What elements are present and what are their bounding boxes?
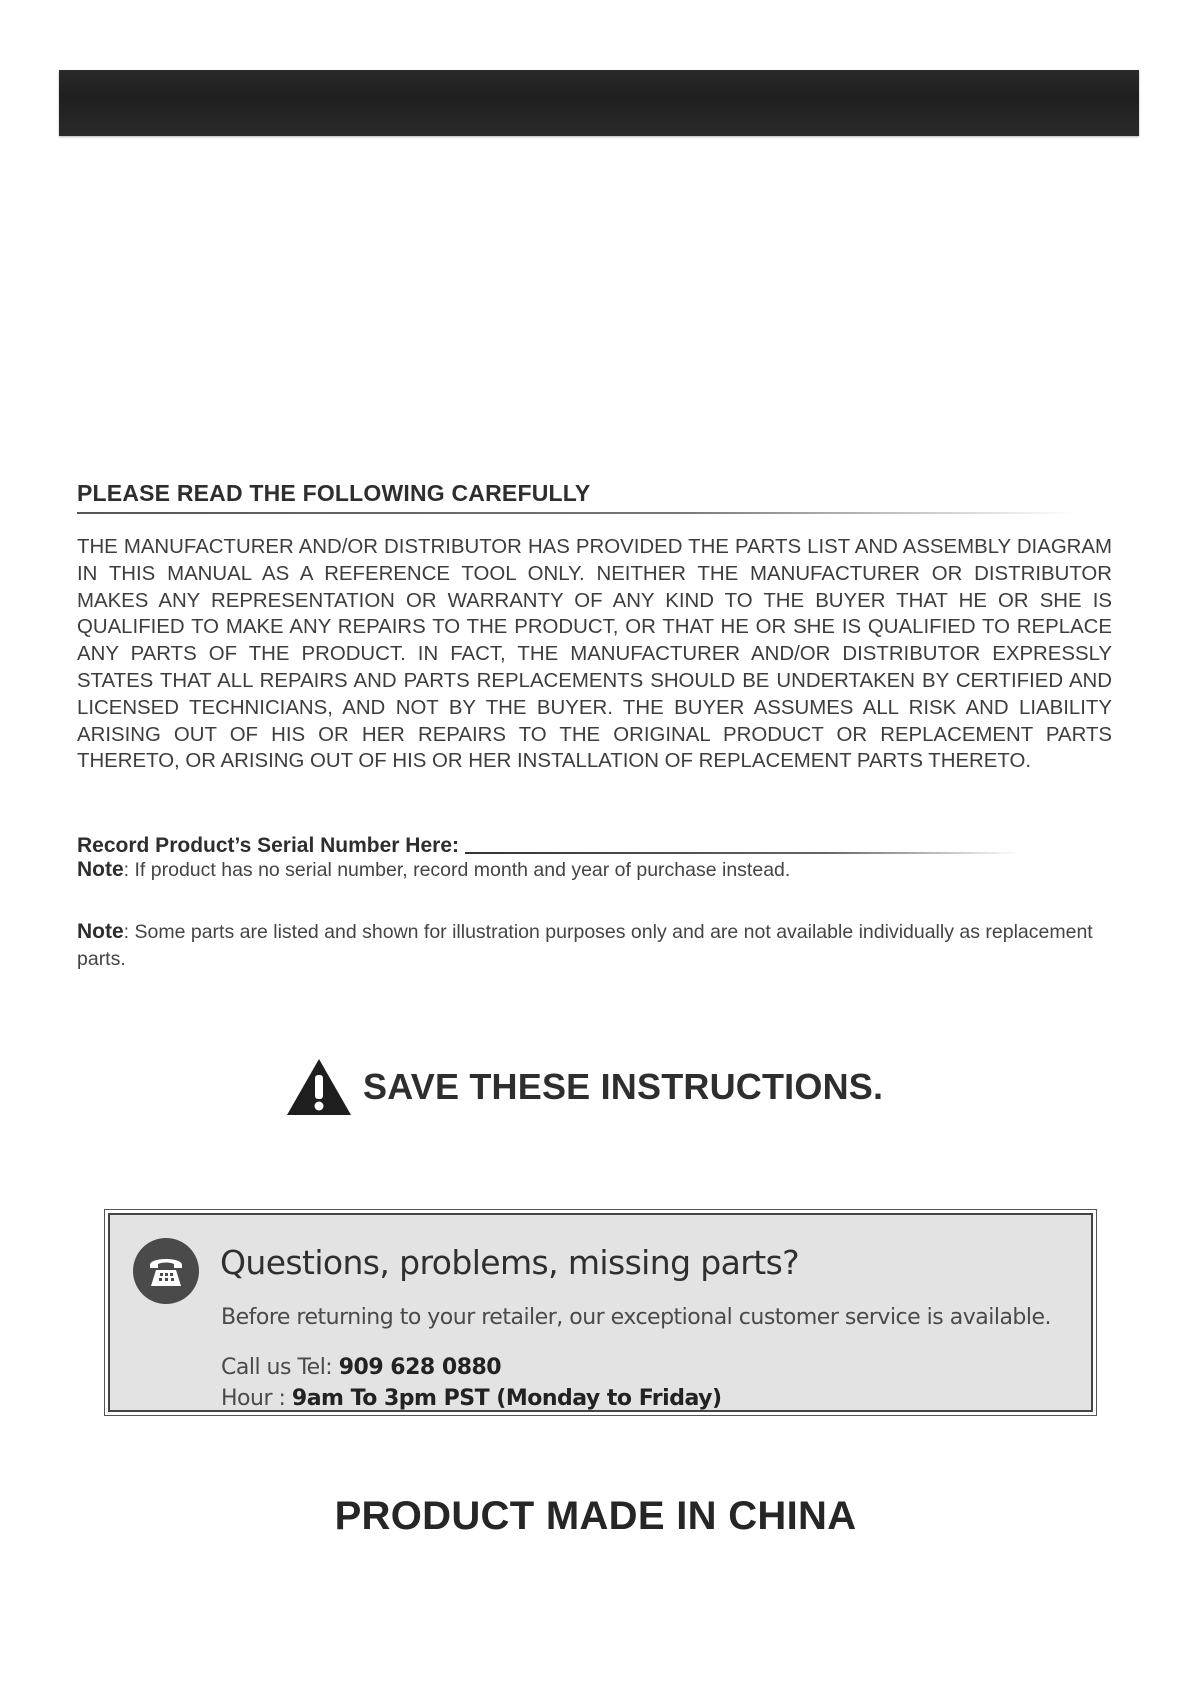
note-label: Note [77,920,124,943]
contact-subtitle: Before returning to your retailer, our exceptional customer service is available. [221,1305,1052,1330]
note-serial [77,856,1117,884]
serial-number-label: Record Product’s Serial Number Here: [77,834,459,857]
serial-number-row [77,830,1117,858]
contact-title: Questions, problems, missing parts? [220,1243,800,1282]
hour-label: Hour : [221,1386,292,1411]
phone-icon [133,1238,199,1304]
section-heading: PLEASE READ THE FOLLOWING CAREFULLY [77,480,591,506]
note-text: : Some parts are listed and shown for illustration purposes only and are not available individually as replacement parts. [77,921,1093,970]
note-parts [77,918,1117,973]
tel-label: Call us Tel: [221,1355,339,1380]
contact-hours [221,1386,722,1411]
note-text: : If product has no serial number, record month and year of purchase instead. [123,859,791,881]
contact-tel [221,1355,501,1380]
save-instructions-text: SAVE THESE INSTRUCTIONS. [363,1066,884,1107]
hour-value: 9am To 3pm PST (Monday to Friday) [291,1386,722,1411]
header-bar [59,70,1139,136]
disclaimer-text: THE MANUFACTURER AND/OR DISTRIBUTOR HAS PROVIDED THE PARTS LIST AND ASSEMBLY DIAGRAM IN THIS MANUAL AS A REFERENCE TOOL ONLY. NEITHER THE MANUFACTURER OR DISTRIBUTOR MAKES ANY REPRESENTATION OR WARRANTY OF ANY KIND TO THE BUYER THAT HE OR SHE IS QUALIFIED TO MAKE ANY REPAIRS TO THE PRODUCT, OR THAT HE OR SHE IS QUALIFIED TO REPLACE ANY PARTS OF THE PRODUCT. IN FACT, THE MANUFACTURER AND/OR DISTRIBUTOR EXPRESSLY STATES THAT ALL REPAIRS AND PARTS REPLACEMENTS SHOULD BE UNDERTAKEN BY CERTIFIED AND LICENSED TECHNICIANS, AND NOT BY THE BUYER. THE BUYER ASSUMES ALL RISK AND LIABILITY ARISING OUT OF HIS OR HER REPAIRS TO THE ORIGINAL PRODUCT OR REPLACEMENT PARTS THERETO, OR ARISING OUT OF HIS OR HER INSTALLATION OF REPLACEMENT PARTS THERETO. [77,536,1112,773]
save-instructions [285,1057,883,1117]
serial-number-line [465,852,1020,854]
disclaimer-section [77,478,1117,775]
made-in-label: PRODUCT MADE IN CHINA [334,1494,857,1538]
tel-number[interactable]: 909 628 0880 [338,1355,502,1380]
warning-icon [285,1057,353,1117]
customer-service-box [104,1209,1097,1416]
heading-underline [77,512,1077,514]
note-label: Note [77,858,124,881]
